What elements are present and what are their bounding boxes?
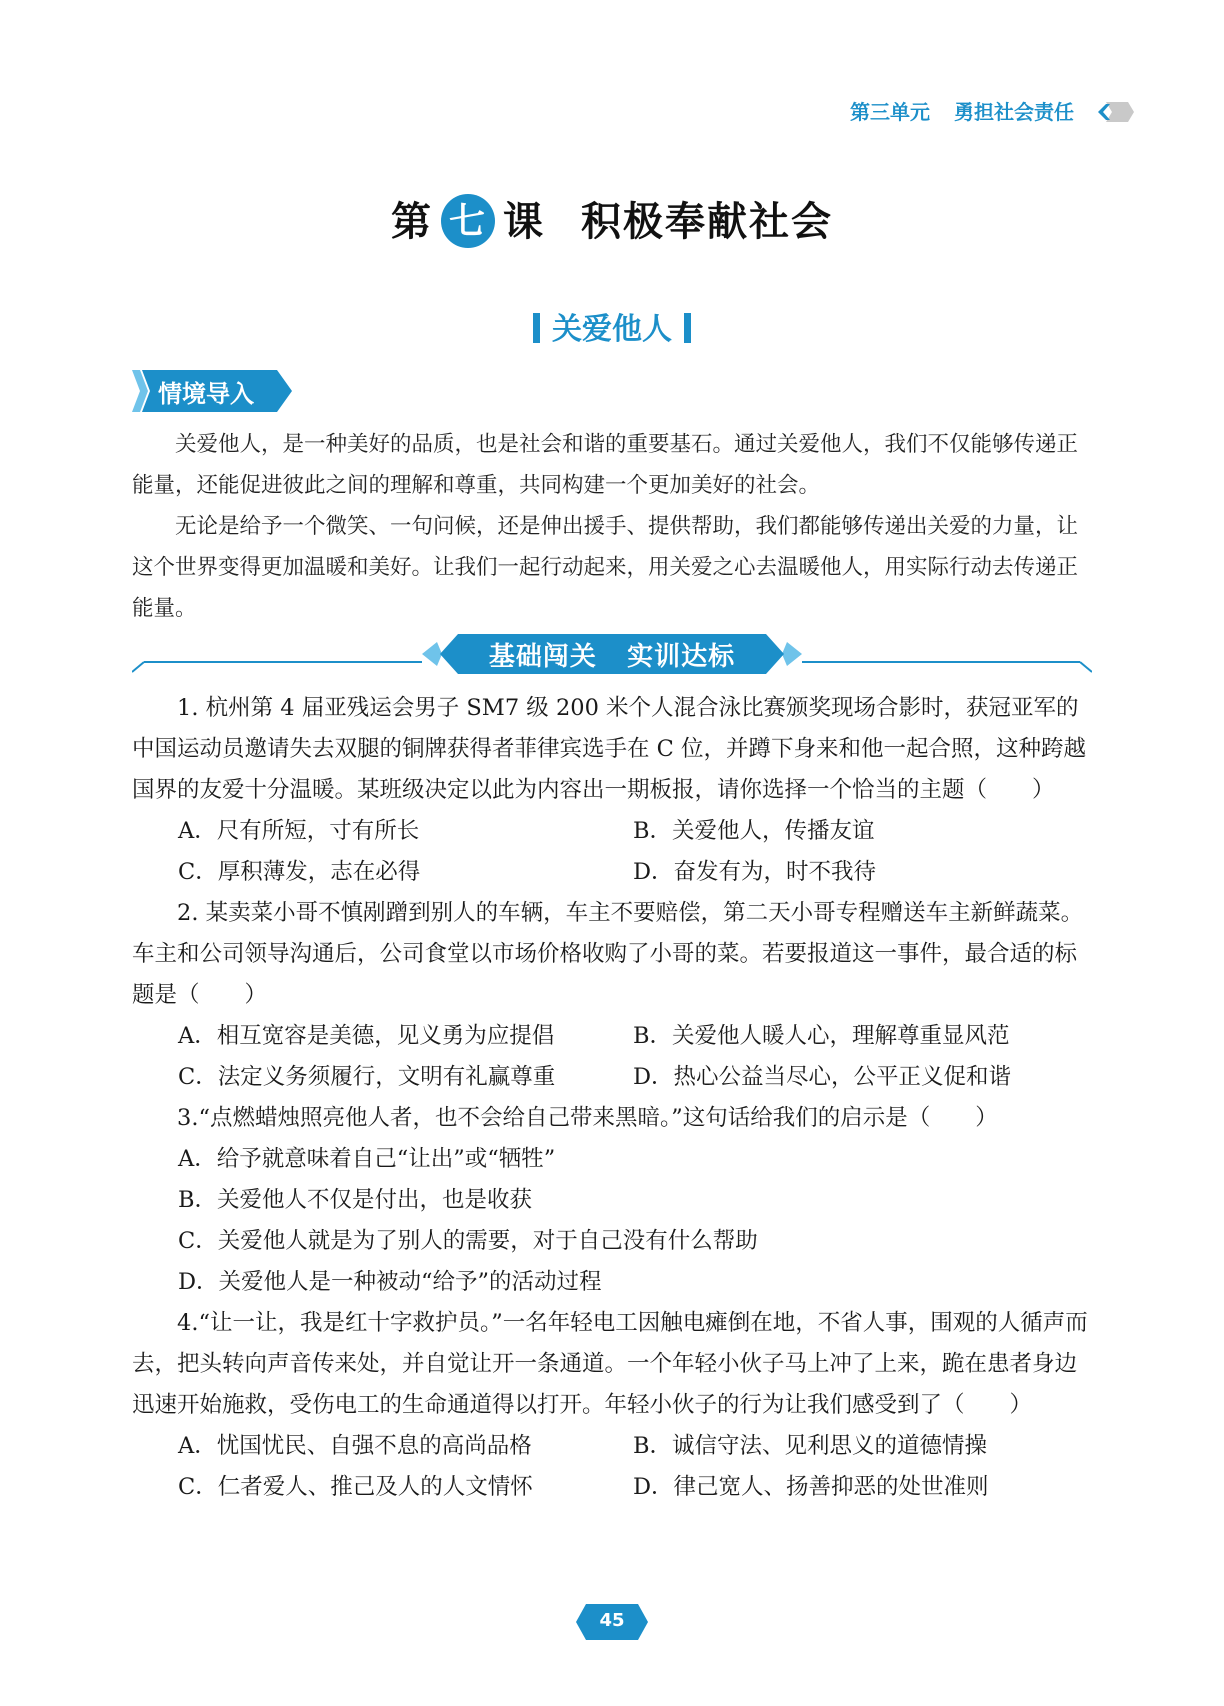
- unit-label: 第三单元: [850, 100, 930, 124]
- option-a: A．相互宽容是美德，见义勇为应提倡: [178, 1023, 555, 1049]
- option-c: C．法定义务须履行，文明有礼赢尊重: [178, 1064, 556, 1090]
- unit-title: 勇担社会责任: [954, 100, 1074, 124]
- practice-banner: [132, 632, 1092, 676]
- section-title: [0, 304, 1224, 348]
- question-stem: 3.“点燃蜡烛照亮他人者，也不会给自己带来黑暗。”这句话给我们的启示是（ ）: [177, 1105, 998, 1131]
- banner-label: [132, 636, 1092, 673]
- option-d: D．热心公益当尽心，公平正义促和谐: [633, 1064, 1012, 1090]
- page-number: [576, 1604, 648, 1640]
- question-4: [132, 1303, 1098, 1508]
- lesson-name: 积极奉献社会: [581, 198, 833, 245]
- intro-paragraph: 关爱他人，是一种美好的品质，也是社会和谐的重要基石。通过关爱他人，我们不仅能够传递正能量，还能促进彼此之间的理解和尊重，共同构建一个更加美好的社会。: [132, 432, 1079, 498]
- option-d: D．奋发有为，时不我待: [633, 859, 877, 885]
- unit-flag-icon: [1098, 100, 1132, 122]
- option-d: D．律己宽人、扬善抑恶的处世准则: [633, 1474, 989, 1500]
- option-a: A．给予就意味着自己“让出”或“牺牲”: [178, 1146, 556, 1172]
- option-b: B．关爱他人不仅是付出，也是收获: [178, 1187, 533, 1213]
- option-c: C．仁者爱人、推己及人的人文情怀: [178, 1474, 533, 1500]
- banner-part2: 实训达标: [627, 642, 736, 672]
- option-d: D．关爱他人是一种被动“给予”的活动过程: [178, 1269, 602, 1295]
- intro-text: [132, 424, 1092, 629]
- tag-label: 情境导入: [158, 380, 254, 408]
- banner-part1: 基础闯关: [488, 642, 597, 672]
- option-c: C．厚积薄发，志在必得: [178, 859, 421, 885]
- option-b: B．关爱他人暖人心，理解尊重显风范: [633, 1023, 1010, 1049]
- page-number-text: 45: [599, 1610, 625, 1631]
- section-bar-right: [684, 313, 691, 343]
- option-a: A．尺有所短，寸有所长: [178, 818, 420, 844]
- option-b: B．诚信守法、见利思义的道德情操: [633, 1433, 988, 1459]
- lesson-number-badge: 七: [441, 194, 495, 248]
- lesson-suffix: 课: [503, 198, 545, 245]
- question-stem: 1. 杭州第 4 届亚残运会男子 SM7 级 200 米个人混合泳比赛颁奖现场合影时，获冠亚军的中国运动员邀请失去双腿的铜牌获得者菲律宾选手在 C 位，并蹲下身来和他一起合照，这种跨越国界的友爱十分温暖。某班级决定以此为内容出一期板报，请你选择一个恰当的主题（ ）: [132, 695, 1087, 803]
- question-2: [132, 893, 1098, 1098]
- lesson-prefix: 第: [391, 198, 433, 245]
- section-title-text: 关爱他人: [552, 312, 672, 347]
- intro-paragraph: 无论是给予一个微笑、一句问候，还是伸出援手、提供帮助，我们都能够传递出关爱的力量，让这个世界变得更加温暖和美好。让我们一起行动起来，用关爱之心去温暖他人，用实际行动去传递正能量。: [132, 514, 1079, 621]
- section-bar-left: [533, 313, 540, 343]
- situation-intro-tag: [132, 370, 292, 412]
- question-list: [132, 688, 1098, 1508]
- question-stem: 2. 某卖菜小哥不慎剐蹭到别人的车辆，车主不要赔偿，第二天小哥专程赠送车主新鲜蔬菜。车主和公司领导沟通后，公司食堂以市场价格收购了小哥的菜。若要报道这一事件，最合适的标题是（ ）: [132, 900, 1084, 1008]
- question-3: [132, 1098, 1098, 1303]
- option-b: B．关爱他人，传播友谊: [633, 818, 875, 844]
- option-a: A．忧国忧民、自强不息的高尚品格: [178, 1433, 532, 1459]
- lesson-title: [0, 190, 1224, 252]
- question-1: [132, 688, 1098, 893]
- option-c: C．关爱他人就是为了别人的需要，对于自己没有什么帮助: [178, 1228, 758, 1254]
- unit-header: [850, 96, 1132, 125]
- question-stem: 4.“让一让，我是红十字救护员。”一名年轻电工因触电瘫倒在地，不省人事，围观的人循声而去，把头转向声音传来处，并自觉让开一条通道。一个年轻小伙子马上冲了上来，跪在患者身边迅速开始施救，受伤电工的生命通道得以打开。年轻小伙子的行为让我们感受到了（ ）: [132, 1310, 1088, 1418]
